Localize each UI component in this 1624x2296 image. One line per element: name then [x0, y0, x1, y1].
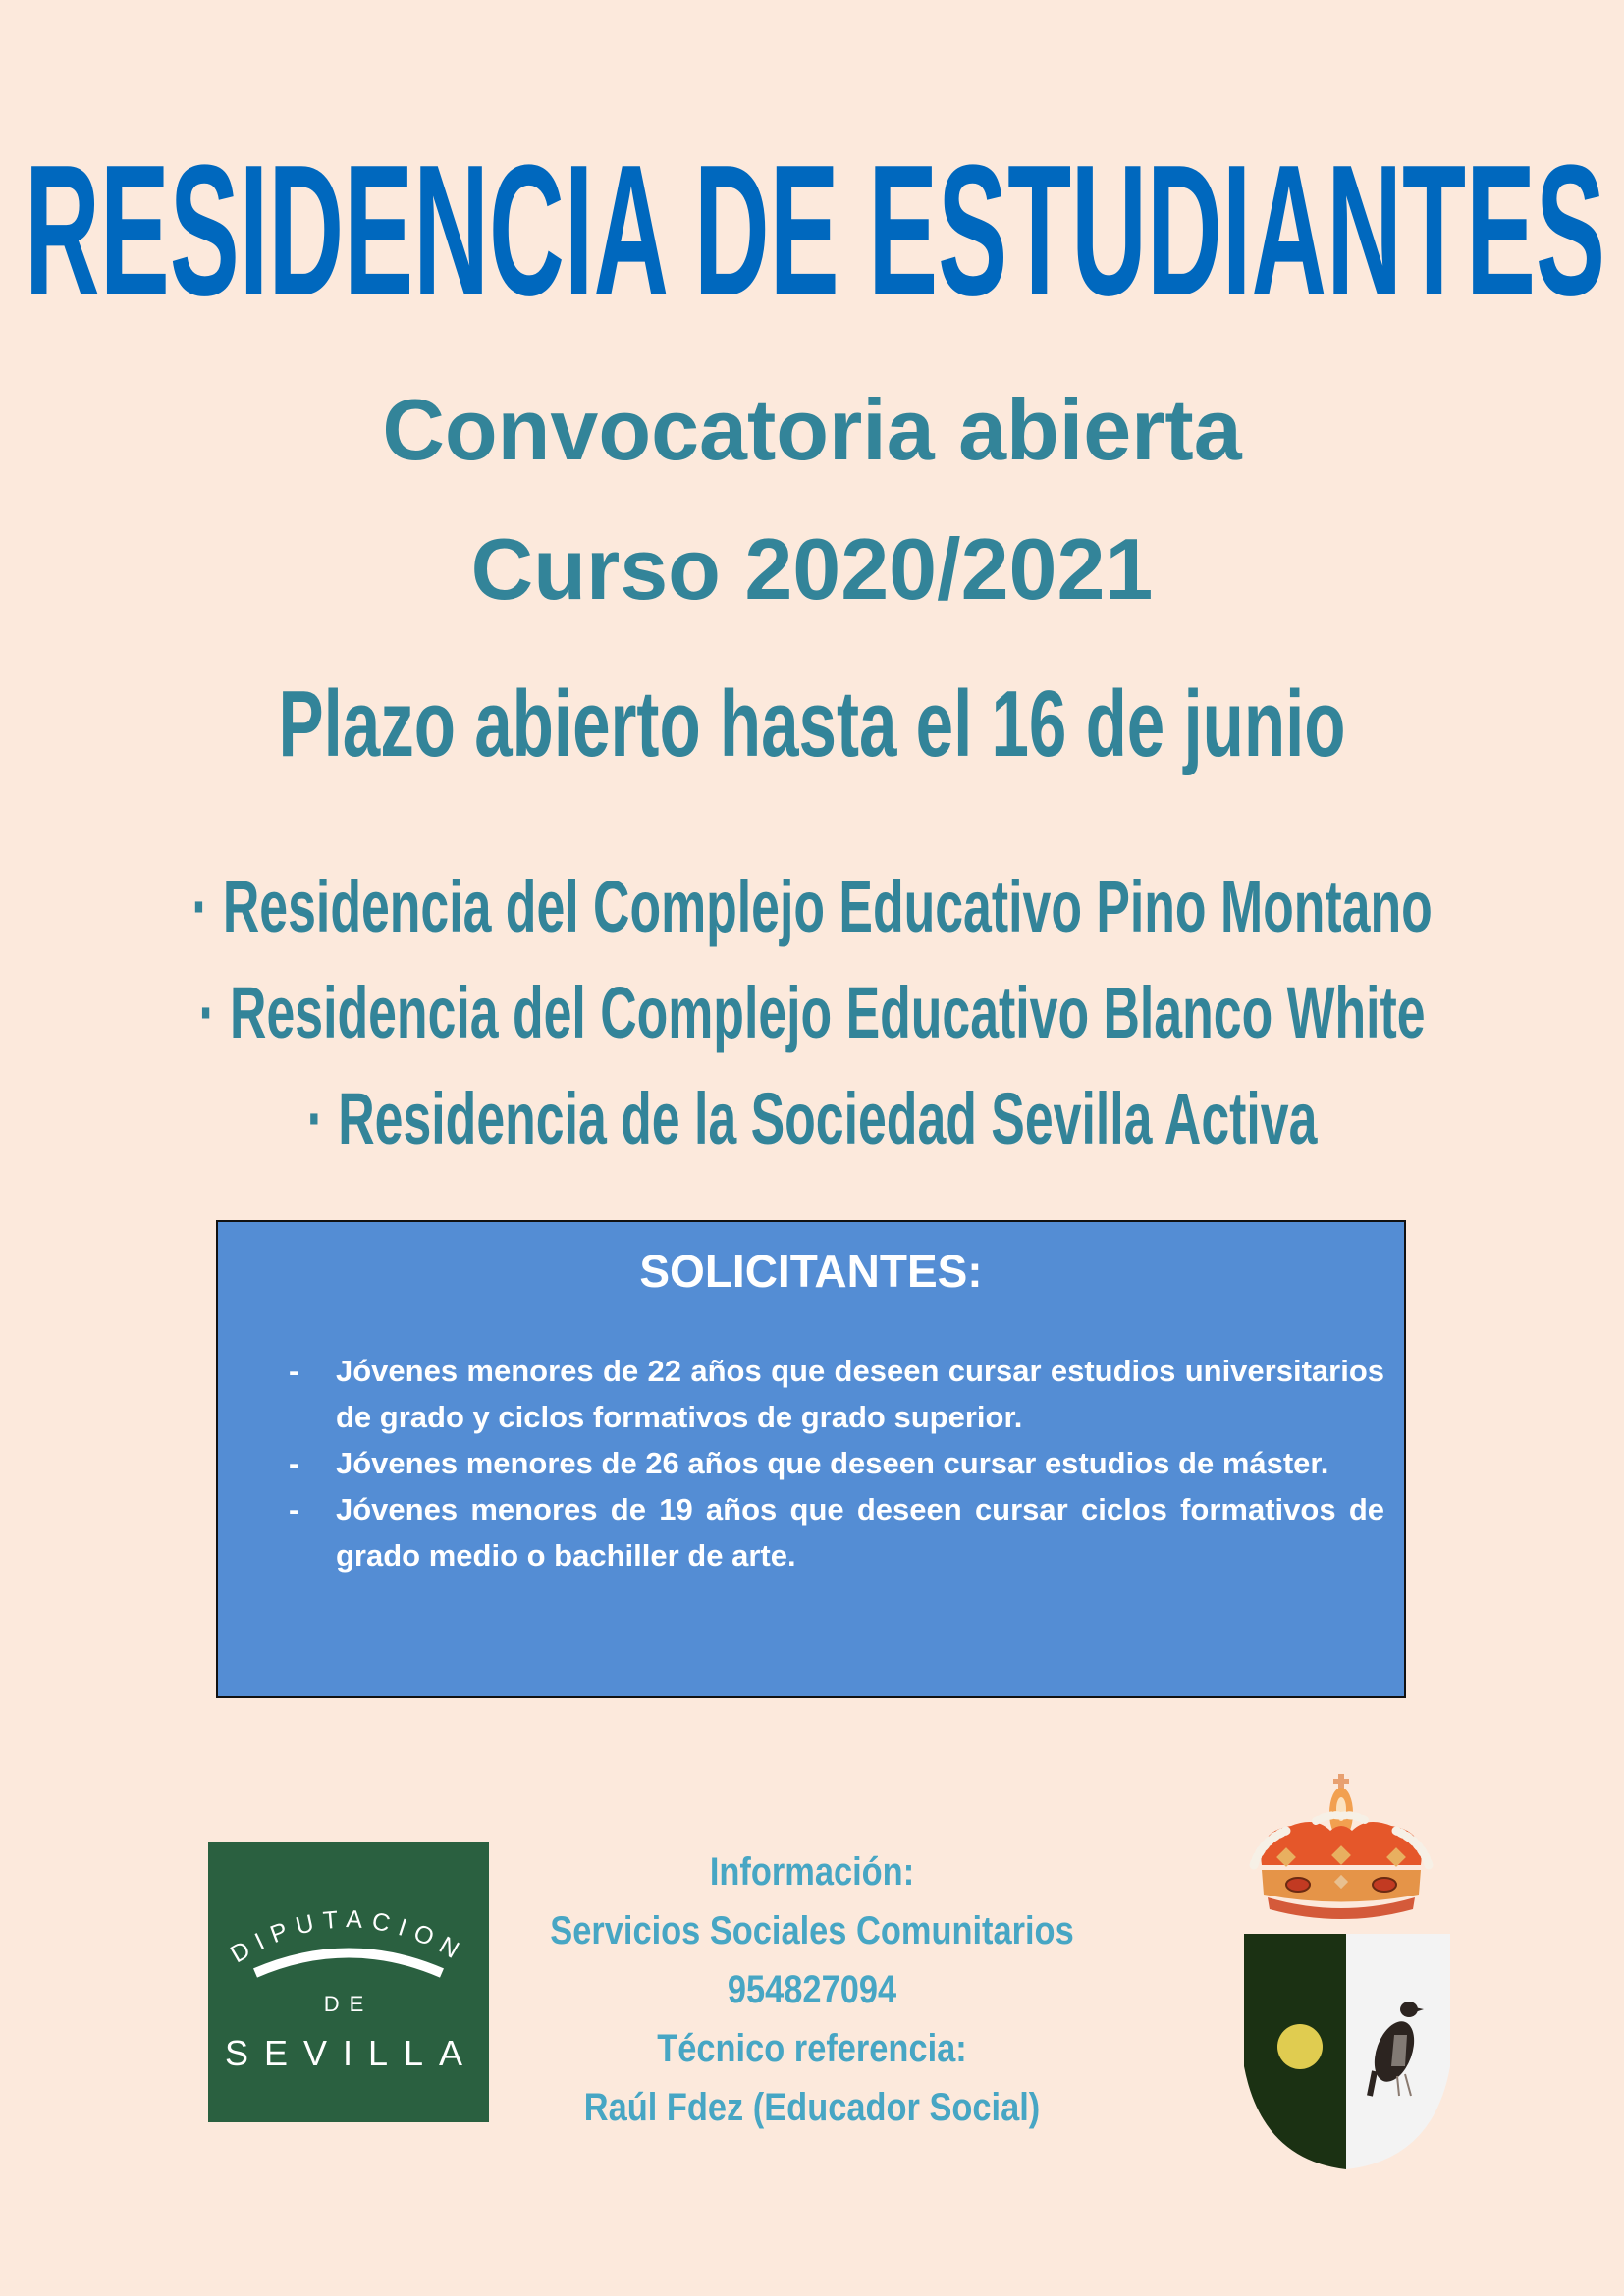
dash-bullet: -	[289, 1492, 299, 1526]
diputacion-sevilla-logo	[208, 1842, 489, 2122]
applicants-list	[287, 1348, 1384, 1578]
dash-bullet: -	[289, 1354, 299, 1388]
logo-de-text: DE	[323, 1992, 374, 2016]
coat-of-arms	[1232, 1772, 1468, 2174]
info-service: Servicios Sociales Comunitarios	[550, 1909, 1074, 1952]
info-tech-name: Raúl Fdez (Educador Social)	[583, 2086, 1041, 2129]
applicant-item	[287, 1486, 1384, 1578]
applicants-heading: SOLICITANTES:	[639, 1246, 983, 1297]
applicant-item	[287, 1348, 1384, 1440]
subtitle-curso: Curso 2020/2021	[470, 520, 1154, 617]
coat-of-arms-icon	[1232, 1772, 1468, 2174]
logo-sevilla-text: SEVILLA	[224, 2033, 479, 2073]
info-phone: 954827094	[727, 1968, 897, 2011]
crown-icon	[1254, 1774, 1429, 1919]
dash-bullet: -	[289, 1446, 299, 1480]
residence-item: · Residencia de la Sociedad Sevilla Activa	[306, 1078, 1318, 1159]
applicant-item-text: Jóvenes menores de 19 años que deseen cursar ciclos formativos de grado medio o bachiller de arte.	[336, 1492, 1384, 1573]
poster-title: RESIDENCIA DE ESTUDIANTES	[25, 127, 1605, 335]
applicant-item	[287, 1440, 1384, 1486]
logo-arc-text: DIPUTACION	[226, 1905, 471, 1969]
info-tech-label: Técnico referencia:	[657, 2027, 967, 2070]
deadline-text: Plazo abierto hasta el 16 de junio	[278, 671, 1346, 776]
residence-item: · Residencia del Complejo Educativo Blanco White	[198, 972, 1426, 1053]
applicants-box	[216, 1220, 1406, 1698]
info-label: Información:	[709, 1850, 915, 1894]
applicant-item-text: Jóvenes menores de 26 años que deseen cursar estudios de máster.	[336, 1446, 1329, 1480]
svg-text:DIPUTACION	[226, 1905, 471, 1968]
applicant-item-text: Jóvenes menores de 22 años que deseen cursar estudios universitarios de grado y ciclos formativos de grado superior.	[336, 1354, 1384, 1434]
residence-item: · Residencia del Complejo Educativo Pino Montano	[191, 866, 1433, 947]
subtitle-convocatoria: Convocatoria abierta	[382, 381, 1242, 478]
shield-icon	[1244, 1934, 1450, 2169]
diputacion-logo-icon	[208, 1842, 489, 2122]
poster-title-container	[25, 127, 1605, 335]
